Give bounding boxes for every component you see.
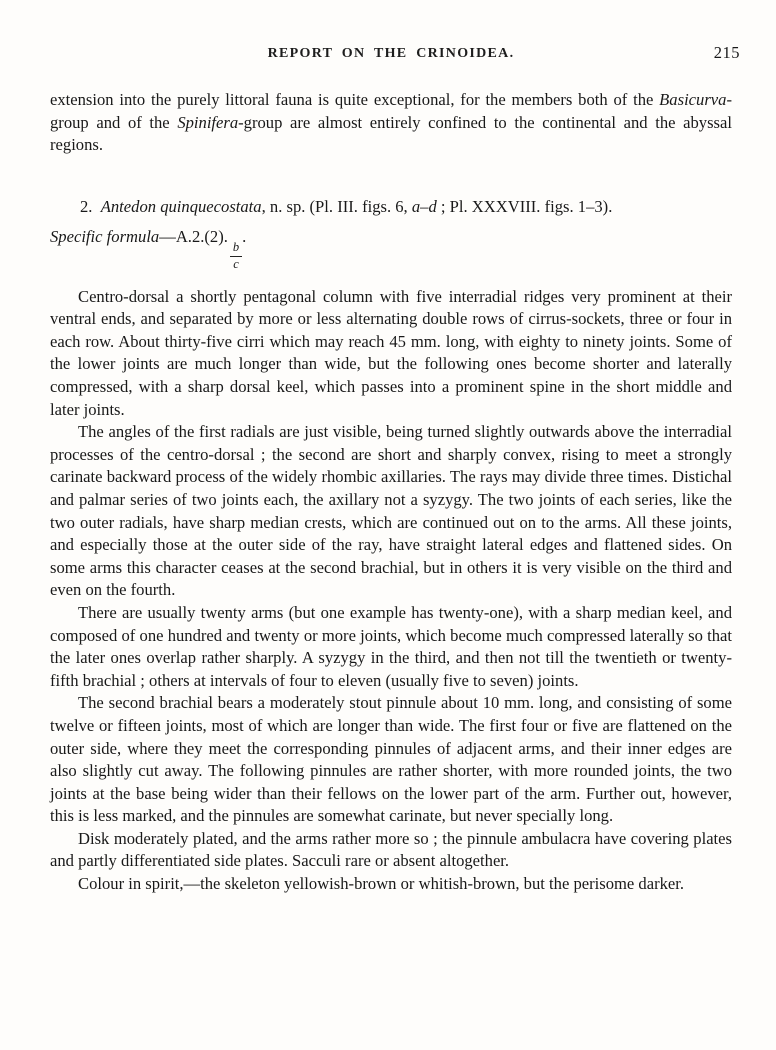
text-run: ; Pl. XXXVIII. figs. 1–3). [436, 196, 613, 216]
text-run: —A.2.(2). [159, 227, 228, 247]
running-head-title: REPORT ON THE CRINOIDEA. [267, 46, 515, 61]
italic-text-run: a–d [411, 196, 437, 216]
specific-formula [50, 226, 732, 270]
text-run: . [242, 227, 247, 247]
text-run: Centro-dorsal a shortly pentagonal column with five interradial ridges very prominent at their ventral ends, and separated by more or less alternating double rows of cirrus-sockets, three or four in each row. About thirty-five cirri which may reach 45 mm. long, with eighty to ninety joints. Some of the lower joints are much longer than wide, but the following ones become shorter and laterally compressed, with a sharp dorsal keel, which passes into a prominent spine in the short middle and later joints. [50, 286, 732, 419]
text-run: The angles of the first radials are just visible, being turned slightly outwards above the interradial processes of the centro-dorsal ; the second are short and sharply convex, rising to meet a strongly carinate backward process of the widely rhombic axillaries. The rays may divide three times. Distichal and palmar series of two joints each, the axillary not a syzygy. The two joints of each series, like the two outer radials, have sharp median crests, which are continued out on to the arms. All these joints, and especially those at the outer side of the ray, have straight lateral edges and flattened sides. On some arms this character ceases at the second brachial, but in others it is very visible on the third and even on the fourth. [50, 422, 732, 600]
page-header [50, 43, 740, 62]
text-run: Disk moderately plated, and the arms rather more so ; the pinnule ambulacra have covering plates and partly differentiated side plates. Sacculi rare or absent altogether. [50, 828, 732, 871]
text-run: extension into the purely littoral fauna is quite exceptional, for the members both of the [50, 90, 660, 109]
species-heading [50, 196, 732, 219]
text-run: There are usually twenty arms (but one example has twenty-one), with a sharp median keel, and composed of one hundred and twenty or more joints, which become much compressed laterally so that the later ones overlap rather sharply. A syzygy in the third, and then not till the twentieth or twenty-fifth brachial ; others at intervals of four to eleven (usually five to seven) joints. [50, 602, 732, 690]
text-run: The second brachial bears a moderately stout pinnule about 10 mm. long, and consisting of some twelve or fifteen joints, most of which are longer than wide. The first four or five are flattened on the outer side, where they meet the corresponding pinnules of adjacent arms, and their inner edges are also slightly cut away. The following pinnules are rather shorter, with more rounded joints, the two joints at the base being wider than their fellows on the lower part of the arm. Further out, however, this is less marked, and the pinnules are somewhat carinate, but never specially long. [50, 693, 732, 826]
description-paragraph-colour [50, 873, 732, 896]
description-paragraph-radials [50, 421, 732, 602]
page-number: 215 [713, 43, 740, 62]
description-paragraph-disk [50, 828, 732, 873]
italic-text-run: Specific formula [50, 227, 160, 247]
text-run: 2. [80, 196, 101, 216]
italic-text-run: Spinifera [177, 112, 239, 132]
specific-formula-fraction [230, 241, 242, 270]
intro-continuation-paragraph [50, 89, 732, 157]
description-paragraph-pinnules [50, 692, 732, 828]
text-run: , n. sp. (Pl. III. figs. 6, [261, 196, 412, 216]
text-run: -group are almost entirely confined to the continental and the abyssal regions. [50, 112, 732, 155]
text-run: Colour in spirit,—the skeleton yellowish-brown or whitish-brown, but the perisome darker. [78, 874, 685, 894]
italic-text-run: Antedon quinquecostata [100, 196, 262, 216]
fraction-numerator: b [230, 241, 242, 256]
page-body [50, 89, 732, 896]
italic-text-run: Basicurva [659, 90, 727, 109]
description-paragraph-arms [50, 602, 732, 692]
text-run: -group and of the [50, 90, 732, 132]
fraction-denominator: c [233, 256, 239, 271]
description-paragraph-centrodorsal [50, 286, 732, 422]
